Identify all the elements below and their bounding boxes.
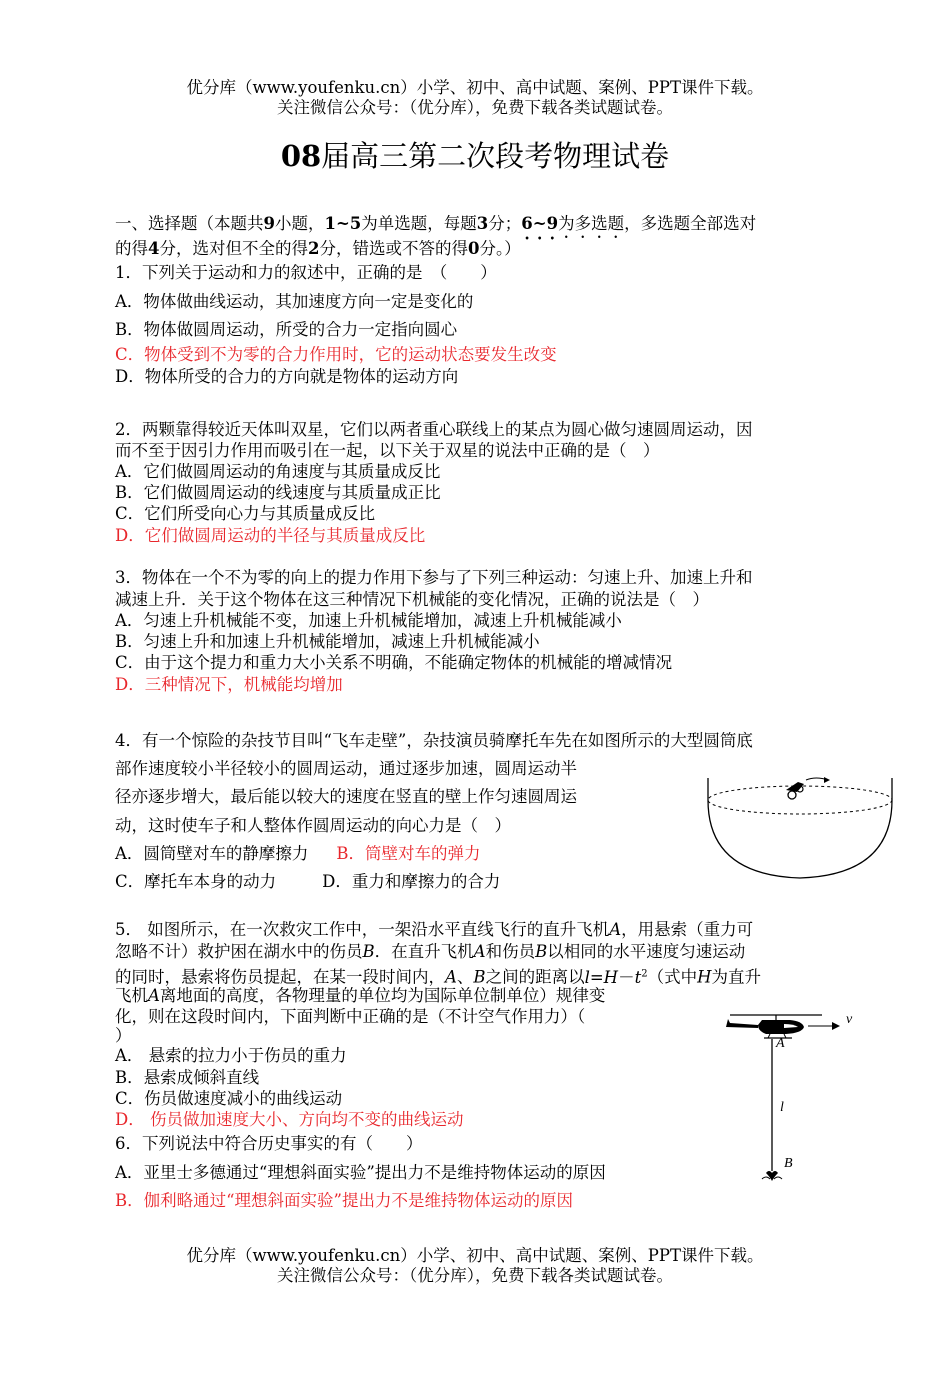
q5-stem-line-2: 忽略不计）救护困在湖水中的伤员B．在直升飞机A和伤员B以相同的水平速度匀速运动	[115, 942, 746, 961]
label-A: A	[776, 1036, 785, 1051]
label-l: l	[780, 1100, 784, 1115]
q5-helicopter-figure	[722, 1005, 862, 1190]
emphasis-dots-text: 6~9为多选题	[521, 214, 625, 233]
q1-option-d: D．物体所受的合力的方向就是物体的运动方向	[115, 367, 459, 386]
q1-option-b: B．物体做圆周运动，所受的合力一定指向圆心	[115, 320, 458, 339]
q3-stem-line-1: 3．物体在一个不为零的向上的提力作用下参与了下列三种运动：匀速上升、加速上升和	[115, 568, 753, 587]
q5-option-c: C．伤员做速度减小的曲线运动	[115, 1089, 343, 1108]
q4-option-c: C．摩托车本身的动力	[115, 872, 277, 891]
q4-stem-line-4: 动，这时使车子和人整体作圆周运动的向心力是（ ）	[115, 816, 511, 835]
helicopter-icon	[726, 1015, 822, 1038]
q5-stem-line-6: ）	[115, 1026, 132, 1045]
q2-stem-line-1: 2．两颗靠得较近天体叫双星，它们以两者重心联线上的某点为圆心做匀速圆周运动，因	[115, 420, 753, 439]
section-instructions-line-1: 一、选择题（本题共9小题，1~5为单选题，每题3分；6~9为多选题，多选题全部选对	[115, 214, 757, 233]
q5-stem-line-3: 的同时，悬索将伤员提起，在某一段时间内，A、B之间的距离以$l=H-t^2$（式中H为直升	[115, 967, 761, 987]
label-B: B	[784, 1156, 793, 1171]
q3-option-a: A．匀速上升机械能不变，加速上升机械能增加，减速上升机械能减小	[115, 611, 622, 630]
footer-line-2: 关注微信公众号：（优分库），免费下载各类试题试卷。	[277, 1266, 673, 1285]
page-title	[0, 138, 950, 174]
q6-stem: 6．下列说法中符合历史事实的有（ ）	[115, 1134, 423, 1153]
q2-option-a: A．它们做圆周运动的角速度与其质量成反比	[115, 462, 441, 481]
header-line-1: 优分库（www.youfenku.cn）小学、初中、高中试题、案例、PPT课件下载。	[186, 78, 764, 97]
q4-cylinder-figure	[700, 770, 900, 882]
q2-option-b: B．它们做圆周运动的线速度与其质量成正比	[115, 483, 441, 502]
q5-option-b: B．悬索成倾斜直线	[115, 1068, 260, 1087]
q2-stem-line-2: 而不至于因引力作用而吸引在一起，以下关于双星的说法中正确的是（ ）	[115, 441, 660, 460]
header-line-2: 关注微信公众号：（优分库），免费下载各类试题试卷。	[277, 98, 673, 117]
q5-stem-line-5: 化，则在这段时间内，下面判断中正确的是（不计空气作用力）（	[115, 1007, 586, 1026]
q5-formula: $l=H-t^2$	[584, 967, 648, 987]
q5-stem-line-4: 飞机A离地面的高度，各物理量的单位均为国际单位制单位）规律变	[115, 986, 606, 1005]
q4-stem-line-2: 部作速度较小半径较小的圆周运动，通过逐步加速，圆周运动半	[115, 759, 577, 778]
title-text: 届高三第二次段考物理试卷	[321, 139, 670, 173]
q2-option-d-answer: D．它们做圆周运动的半径与其质量成反比	[115, 526, 426, 545]
q6-option-b-answer: B．伽利略通过“理想斜面实验”提出力不是维持物体运动的原因	[115, 1191, 573, 1210]
q4-option-d: D．重力和摩擦力的合力	[322, 872, 501, 891]
q3-option-c: C．由于这个提力和重力大小关系不明确，不能确定物体的机械能的增减情况	[115, 653, 673, 672]
motorcycle-icon	[786, 777, 830, 799]
section-instructions-line-2: 的得4分，选对但不全的得2分，错选或不答的得0分。）	[115, 239, 521, 258]
q3-option-d-answer: D．三种情况下，机械能均增加	[115, 675, 343, 694]
q6-option-a: A．亚里士多德通过“理想斜面实验”提出力不是维持物体运动的原因	[115, 1163, 606, 1182]
q1-option-a: A．物体做曲线运动，其加速度方向一定是变化的	[115, 292, 474, 311]
q5-option-a: A． 悬索的拉力小于伤员的重力	[115, 1046, 347, 1065]
q4-options-ab	[115, 843, 481, 865]
q4-stem-line-3: 径亦逐步增大，最后能以较大的速度在竖直的壁上作匀速圆周运	[115, 787, 577, 806]
q4-options-cd	[115, 871, 500, 893]
q3-option-b: B．匀速上升和加速上升机械能增加，减速上升机械能减小	[115, 632, 540, 651]
q4-stem-line-1: 4．有一个惊险的杂技节目叫“飞车走壁”，杂技演员骑摩托车先在如图所示的大型圆筒底	[115, 731, 753, 750]
q4-option-a: A．圆筒壁对车的静摩擦力	[115, 844, 309, 863]
q5-stem-line-1: 5． 如图所示，在一次救灾工作中，一架沿水平直线飞行的直升飞机A，用悬索（重力可	[115, 920, 754, 939]
q2-option-c: C．它们所受向心力与其质量成反比	[115, 504, 376, 523]
q3-stem-line-2: 减速上升．关于这个物体在这三种情况下机械能的变化情况，正确的说法是（ ）	[115, 590, 709, 609]
injured-person-icon	[762, 1171, 782, 1181]
q1-option-c-answer: C．物体受到不为零的合力作用时，它的运动状态要发生改变	[115, 345, 557, 364]
label-v: v	[846, 1012, 853, 1027]
q4-option-b-answer: B．筒壁对车的弹力	[336, 844, 481, 863]
q5-option-d-answer: D． 伤员做加速度大小、方向均不变的曲线运动	[115, 1110, 464, 1129]
footer-line-1: 优分库（www.youfenku.cn）小学、初中、高中试题、案例、PPT课件下载。	[186, 1246, 764, 1265]
q1-stem: 1．下列关于运动和力的叙述中，正确的是 （ ）	[115, 263, 497, 282]
title-year: 08	[280, 139, 322, 173]
